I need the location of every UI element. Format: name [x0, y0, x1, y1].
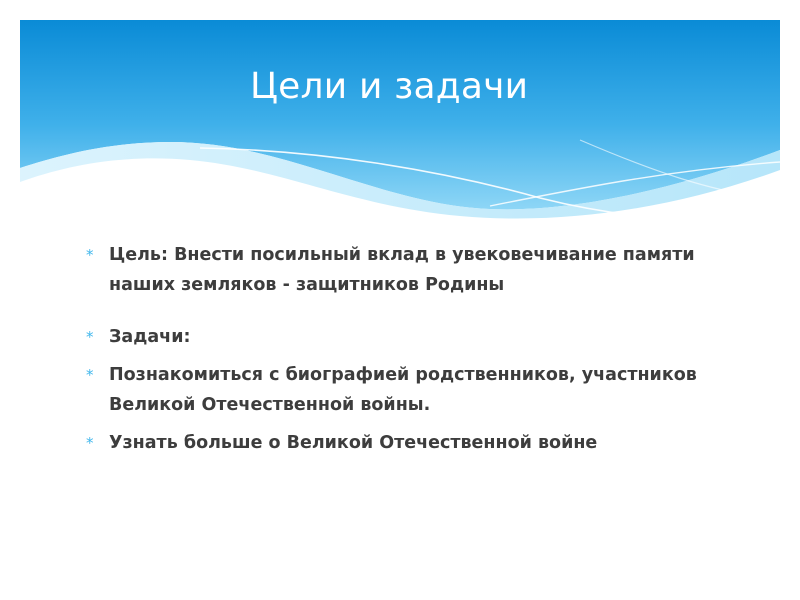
bullet-item-task-1 [86, 360, 726, 420]
bullet-text: Цель: Внести посильный вклад в увековечивание памяти наших земляков - защитников Родины [109, 245, 695, 295]
bullet-text: Задачи: [109, 327, 191, 347]
asterisk-bullet-icon: * [86, 366, 94, 384]
asterisk-bullet-icon: * [86, 434, 94, 452]
bullet-item-task-2 [86, 428, 726, 458]
header-wave-graphic [20, 20, 780, 235]
bullet-list [86, 240, 726, 466]
asterisk-bullet-icon: * [86, 246, 94, 264]
band-fill [20, 20, 780, 209]
slide-title: Цели и задачи [250, 66, 529, 107]
asterisk-bullet-icon: * [86, 328, 94, 346]
bullet-item-tasks-heading [86, 322, 726, 352]
bullet-text: Познакомиться с биографией родственников, участников Великой Отечественной войны. [109, 365, 697, 415]
bullet-text: Узнать больше о Великой Отечественной войне [109, 433, 598, 453]
bullet-item-goal [86, 240, 726, 300]
header-band [20, 20, 780, 235]
